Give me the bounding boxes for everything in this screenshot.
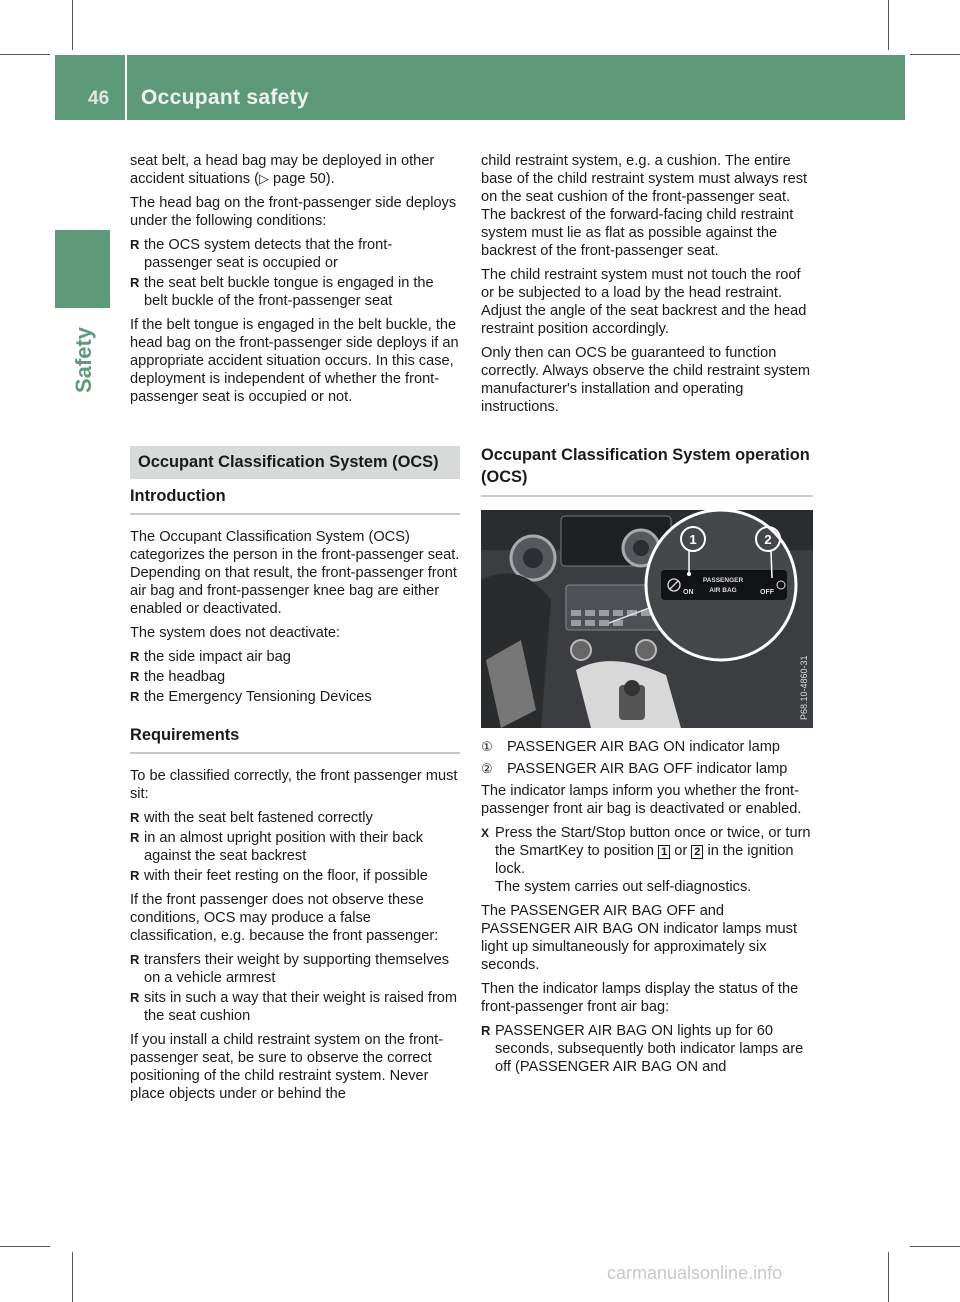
paragraph: Then the indicator lamps display the status of the front-passenger front air bag: — [481, 981, 799, 1015]
list-item: R the side impact air bag — [130, 648, 460, 666]
key-position-1: 1 — [658, 845, 670, 859]
crop-mark — [72, 0, 73, 50]
list-item: R with their feet resting on the floor, if possible — [130, 867, 460, 885]
paragraph: seat belt, a head bag may be deployed in other accident situations (▷ page 50). — [130, 153, 435, 187]
paragraph: If the belt tongue is engaged in the belt buckle, the head bag on the front-passenger side deploys if an appropriate accident situation occurs. In this case, deployment is independent of whether the front-passenger seat is occupied or not. — [130, 317, 459, 405]
list-item: R in an almost upright position with their back against the seat backrest — [130, 829, 460, 865]
crop-mark — [888, 0, 889, 50]
paragraph: If you install a child restraint system on the front-passenger seat, be sure to observe the correct positioning of the child restraint system. Never place objects under or behind the — [130, 1032, 444, 1102]
crop-mark — [72, 1252, 73, 1302]
list-item: R with the seat belt fastened correctly — [130, 809, 460, 827]
dashboard-figure — [481, 510, 813, 728]
subheading-introduction: Introduction — [130, 487, 460, 515]
panel-on-label: ON — [683, 589, 694, 596]
bullet-list — [130, 809, 460, 885]
bullet-list — [481, 1022, 813, 1076]
side-tab-block — [55, 230, 110, 308]
bullet-list — [130, 236, 460, 310]
paragraph: If the front passenger does not observe these conditions, OCS may produce a false classification, e.g. because the front passenger: — [130, 892, 439, 944]
page-ref-arrow-icon: ▷ — [258, 171, 269, 186]
paragraph: The indicator lamps inform you whether the front-passenger front air bag is deactivated or enabled. — [481, 783, 802, 817]
right-column — [481, 152, 813, 1082]
left-column — [130, 152, 460, 1109]
crop-mark — [910, 54, 960, 55]
list-item: R the Emergency Tensioning Devices — [130, 688, 460, 706]
list-item: R the seat belt buckle tongue is engaged in the belt buckle of the front-passenger seat — [130, 274, 460, 310]
section-title: Occupant Classification System (OCS) — [130, 446, 460, 479]
subheading-ocs-operation: Occupant Classification System operation (OCS) — [481, 444, 813, 497]
paragraph: Only then can OCS be guaranteed to function correctly. Always observe the child restraint system manufacturer's installation and operating instructions. — [481, 345, 811, 415]
panel-airbag-label: AIR BAG — [709, 587, 737, 594]
list-item: R transfers their weight by supporting themselves on a vehicle armrest — [130, 951, 460, 987]
legend-item: ① PASSENGER AIR BAG ON indicator lamp — [481, 739, 781, 755]
paragraph: The PASSENGER AIR BAG OFF and PASSENGER AIR BAG ON indicator lamps must light up simultaneously for approximately six seconds. — [481, 903, 798, 973]
paragraph: To be classified correctly, the front passenger must sit: — [130, 768, 458, 802]
crop-mark — [888, 1252, 889, 1302]
panel-passenger-label: PASSENGER — [702, 577, 744, 584]
header-divider — [125, 55, 127, 120]
figure-code: P68.10-4860-31 — [799, 655, 809, 720]
paragraph: The head bag on the front-passenger side deploys under the following conditions: — [130, 195, 457, 229]
subheading-requirements: Requirements — [130, 726, 460, 754]
list-item: R the headbag — [130, 668, 460, 686]
side-tab-label: Safety — [71, 326, 96, 394]
callout-2: 2 — [764, 532, 772, 547]
bullet-list — [130, 951, 460, 1025]
crop-mark — [0, 54, 50, 55]
page-title: Occupant safety — [141, 86, 309, 109]
list-item: R PASSENGER AIR BAG ON lights up for 60 seconds, subsequently both indicator lamps are off (PASSENGER AIR BAG ON and — [481, 1022, 813, 1076]
crop-mark — [0, 1246, 50, 1247]
paragraph: The Occupant Classification System (OCS) categorizes the person in the front-passenger seat. Depending on that result, the front-passenger front air bag and front-passenger knee bag are either enabled or deactivated. — [130, 529, 460, 617]
list-item: R the OCS system detects that the front-passenger seat is occupied or — [130, 236, 460, 272]
legend-item: ② PASSENGER AIR BAG OFF indicator lamp — [481, 761, 788, 777]
paragraph: The system does not deactivate: — [130, 625, 341, 641]
crop-mark — [910, 1246, 960, 1247]
legend-number: ② — [481, 761, 493, 776]
callout-1: 1 — [689, 532, 697, 547]
paragraph: child restraint system, e.g. a cushion. The entire base of the child restraint system must always rest on the seat cushion of the front-passenger seat. The backrest of the forward-facing child restraint system must lie as flat as possible against the backrest of the front-passenger seat. — [481, 153, 808, 259]
list-item: R sits in such a way that their weight is raised from the seat cushion — [130, 989, 460, 1025]
page-number: 46 — [88, 88, 110, 109]
page-ref[interactable]: page 50). — [273, 171, 335, 187]
watermark: carmanualsonline.info — [607, 1263, 783, 1283]
instruction-step: X Press the Start/Stop button once or twice, or turn the SmartKey to position 1 or 2 in the ignition lock. The system carries out self-diagnostics. — [481, 824, 813, 896]
panel-off-label: OFF — [760, 589, 774, 596]
key-position-2: 2 — [691, 845, 703, 859]
dashboard-illustration — [481, 510, 813, 728]
legend-number: ① — [481, 739, 493, 754]
bullet-list — [130, 648, 460, 706]
paragraph: The child restraint system must not touch the roof or be subjected to a load by the head restraint. Adjust the angle of the seat backrest and the head restraint position accordingly. — [481, 267, 807, 337]
